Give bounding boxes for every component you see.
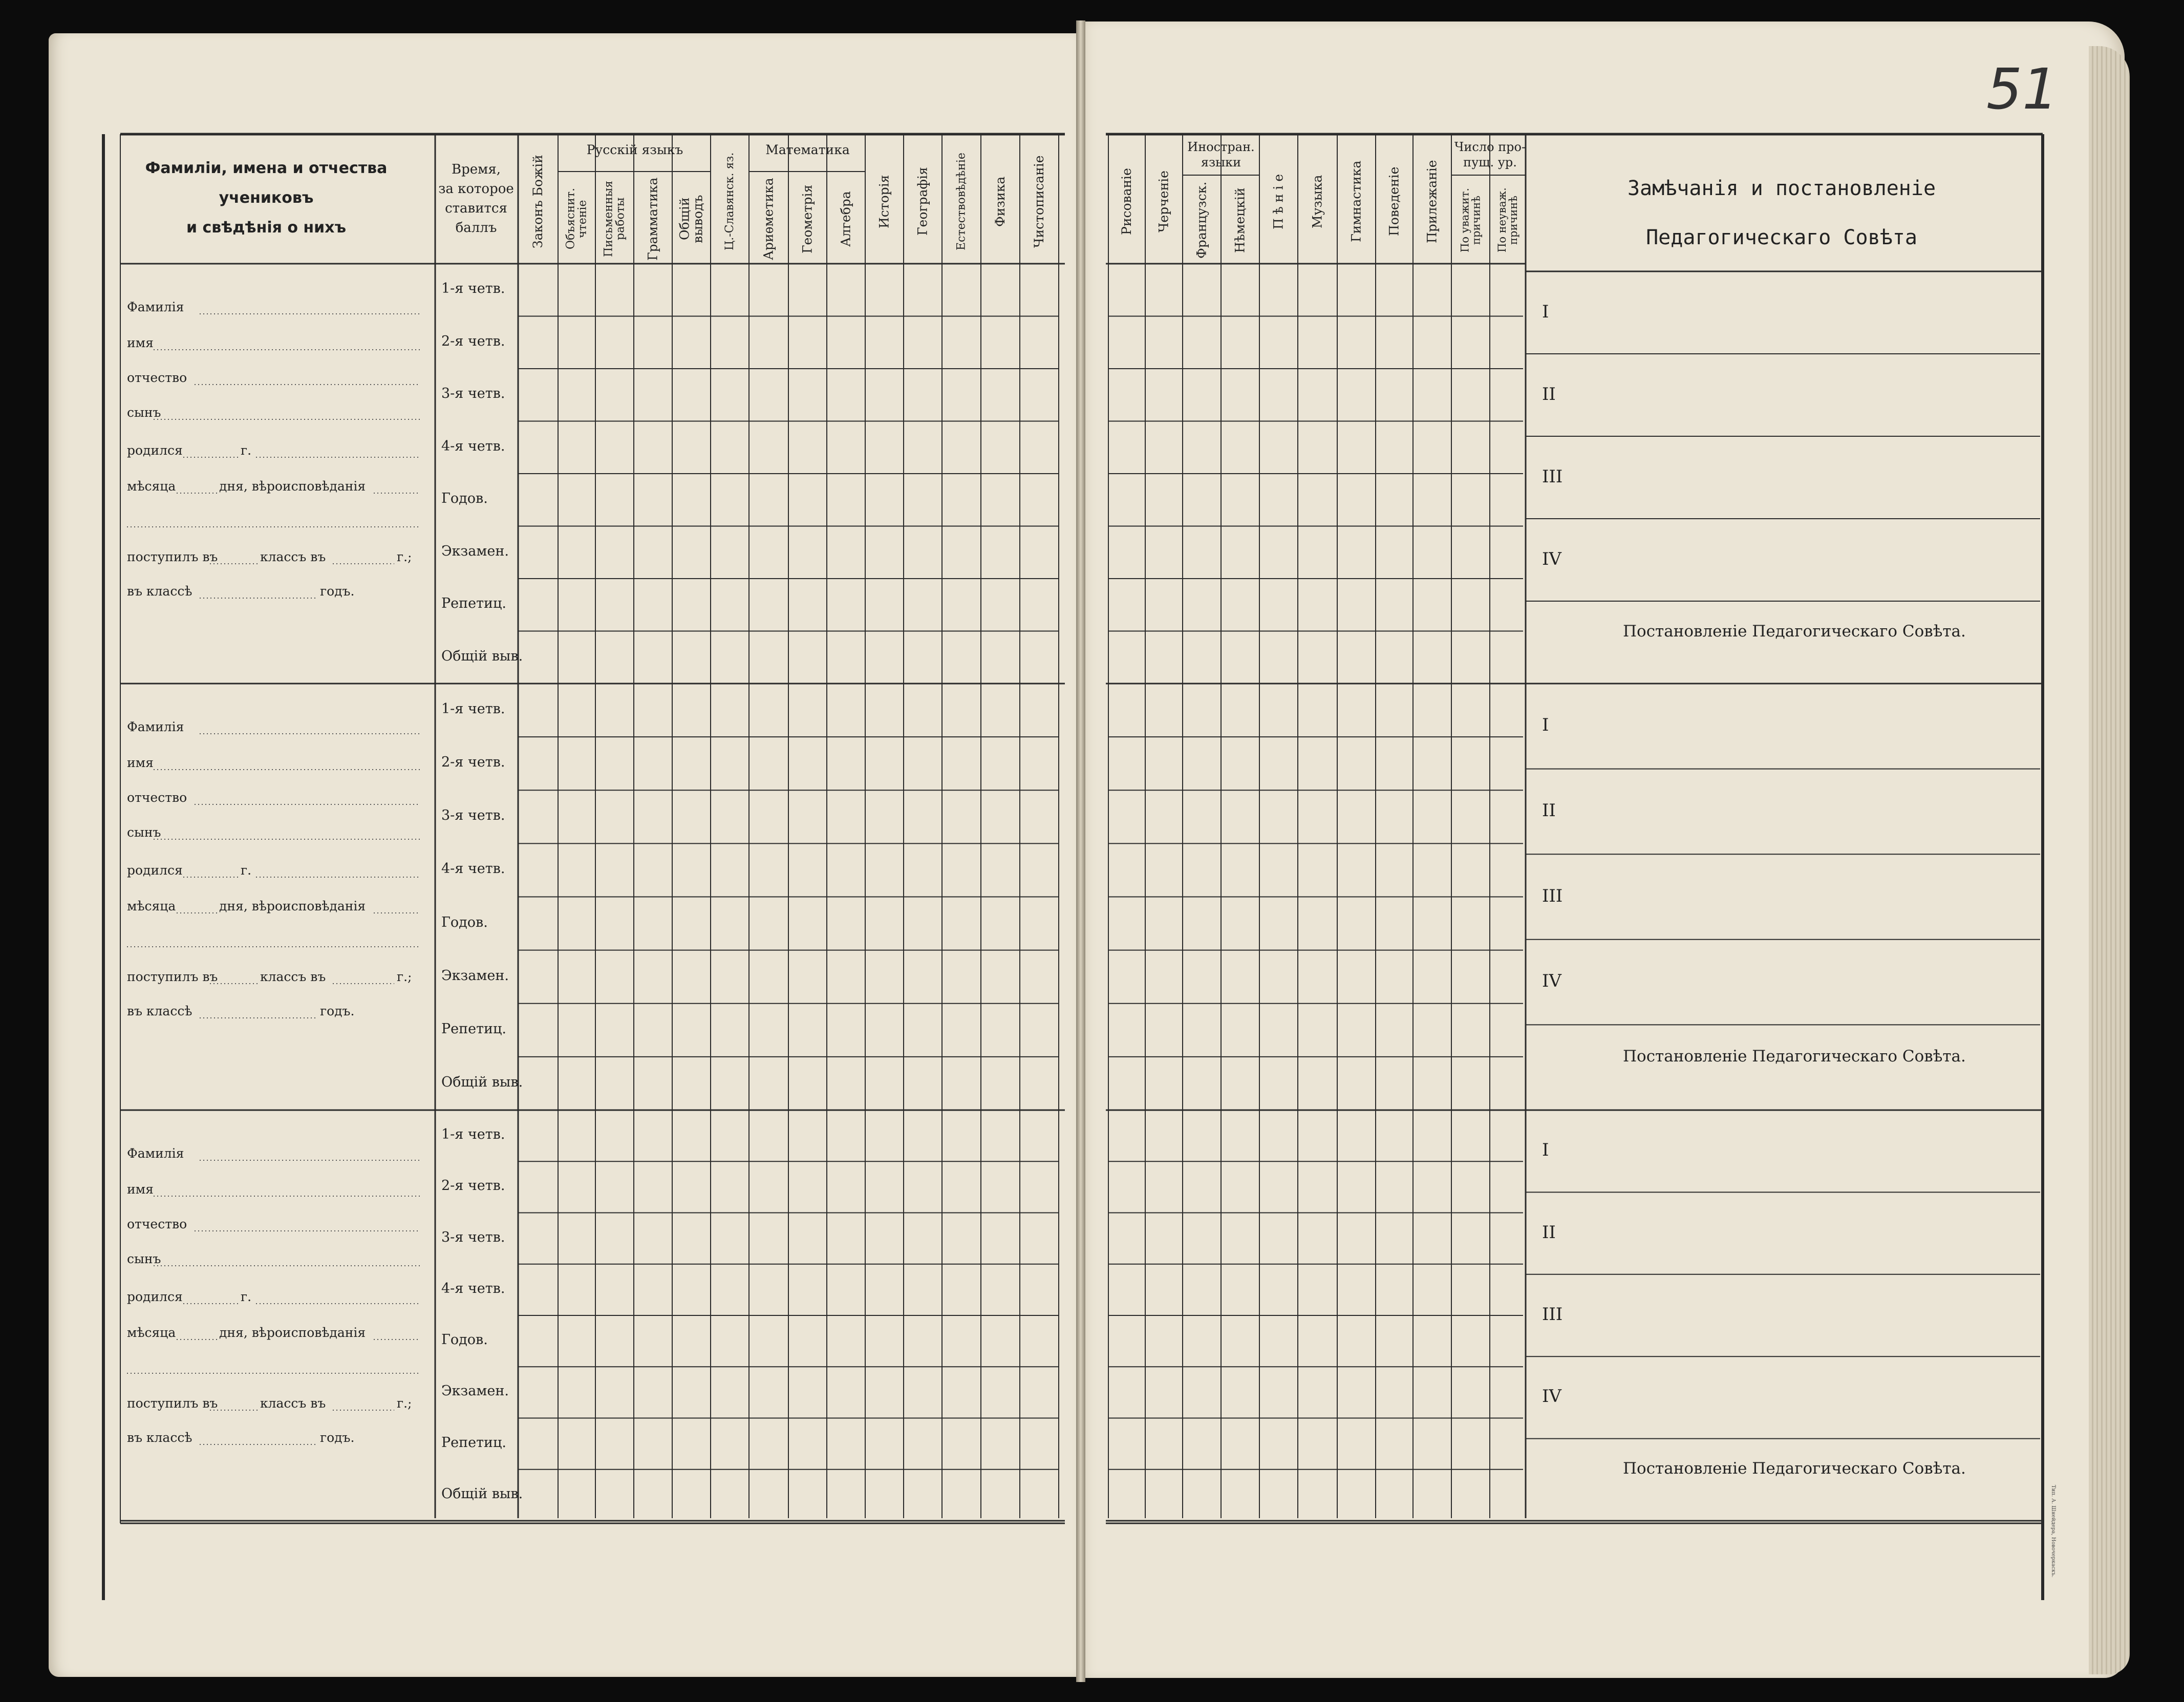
quarter-numeral: IV	[1542, 548, 1561, 569]
foreign-group-line-1: Иностран.	[1187, 140, 1255, 154]
quarter-numeral: IV	[1542, 1386, 1561, 1407]
year-label: годъ.	[320, 1430, 355, 1445]
in-class-label: въ классѣ	[127, 1430, 192, 1445]
subject-label: Естествовѣдѣніе	[955, 153, 968, 250]
subject-label: Грамматика	[645, 177, 660, 261]
time-header-line-1: Время,	[451, 162, 501, 177]
entered-suffix: г.;	[397, 1396, 412, 1411]
time-header-line-4: баллъ	[455, 220, 497, 236]
absence-group-line-1: Число про-	[1454, 140, 1526, 154]
period-label: 3-я четв.	[441, 1229, 505, 1245]
subject-label: Алгебра	[838, 191, 853, 247]
students-header-line-2: учениковъ	[219, 189, 314, 207]
period-label: 2-я четв.	[441, 1178, 505, 1194]
day-religion-label: дня, вѣроисповѣданія	[219, 899, 366, 913]
subject-label: Физика	[992, 176, 1008, 227]
subject-label: Письменныя работы	[602, 181, 627, 257]
period-label: Репетиц.	[441, 595, 506, 612]
period-label: Общій выв.	[441, 1074, 523, 1090]
printer-note: Тип. А. Шнейдера, Новочеркаскъ.	[2050, 1485, 2056, 1578]
period-label: 3-я четв.	[441, 386, 505, 402]
period-label: 1-я четв.	[441, 701, 505, 717]
quarter-numeral: III	[1542, 1304, 1563, 1325]
period-label: 2-я четв.	[441, 333, 505, 349]
month-label: мѣсяца	[127, 1325, 176, 1340]
absence-group-header	[1450, 139, 1530, 170]
subject-label: Географія	[915, 167, 930, 236]
subject-label: Ариѳметика	[761, 178, 776, 260]
son-label: сынъ	[127, 1251, 161, 1266]
subject-label: Прилежаніе	[1424, 160, 1440, 243]
son-label: сынъ	[127, 405, 161, 420]
resolution-label: Постановленіе Педагогическаго Совѣта.	[1623, 1459, 1966, 1478]
subject-label: Нѣмецкій	[1232, 187, 1248, 253]
quarter-numeral: III	[1542, 885, 1563, 906]
patronymic-label: отчество	[127, 1217, 187, 1231]
subject-label: Исторія	[876, 175, 892, 228]
period-label: Экзамен.	[441, 967, 509, 984]
subject-label: Общій выводъ	[677, 195, 705, 243]
page-number: 51	[1986, 56, 2058, 122]
entered-label: поступилъ въ	[127, 969, 218, 984]
russian-group-header: Русскій языкъ	[586, 142, 683, 157]
quarter-numeral: II	[1542, 1222, 1556, 1243]
period-label: 3-я четв.	[441, 807, 505, 824]
quarter-numeral: II	[1542, 800, 1556, 821]
subject-label: Законъ Божій	[530, 155, 545, 248]
period-label: Репетиц.	[441, 1020, 506, 1037]
quarter-numeral: I	[1542, 1140, 1549, 1161]
period-label: Годов.	[441, 1332, 488, 1348]
subject-label: Музыка	[1310, 175, 1325, 228]
subject-label: Гимнастика	[1348, 160, 1364, 243]
math-group-header: Математика	[765, 142, 850, 157]
period-label: Экзамен.	[441, 1383, 509, 1399]
subject-label: По уважит. причинѣ	[1459, 188, 1483, 252]
born-suffix: г.	[241, 443, 252, 458]
patronymic-label: отчество	[127, 790, 187, 805]
born-label: родился	[127, 1289, 183, 1304]
foreign-group-line-2: языки	[1201, 155, 1241, 169]
entered-suffix: г.;	[397, 549, 412, 564]
month-label: мѣсяца	[127, 899, 176, 913]
subject-label: Ц.-Славянск. яз.	[723, 152, 736, 251]
class-word-label: классъ въ	[260, 969, 326, 984]
resolution-label: Постановленіе Педагогическаго Совѣта.	[1623, 1047, 1966, 1066]
period-label: 1-я четв.	[441, 281, 505, 297]
period-label: Репетиц.	[441, 1434, 506, 1451]
name-label: имя	[127, 755, 154, 770]
period-label: Общій выв.	[441, 648, 523, 664]
subject-label: Объяснит. чтеніе	[564, 188, 589, 250]
entered-label: поступилъ въ	[127, 1396, 218, 1411]
name-label: имя	[127, 1182, 154, 1197]
period-label: Годов.	[441, 491, 488, 507]
subject-label: П ѣ н і е	[1271, 174, 1286, 229]
surname-label: Фамилія	[127, 300, 184, 314]
absence-group-line-2: пущ. ур.	[1463, 155, 1517, 169]
quarter-numeral: I	[1542, 715, 1549, 736]
students-header-line-1: Фамиліи, имена и отчества	[145, 159, 388, 177]
name-label: имя	[127, 335, 154, 350]
year-label: годъ.	[320, 1004, 355, 1018]
time-header-line-3: ставится	[445, 201, 507, 216]
remarks-header-line-1: Замѣчанія и постановленіе	[1627, 177, 1936, 200]
entered-label: поступилъ въ	[127, 549, 218, 564]
born-label: родился	[127, 863, 183, 878]
quarter-numeral: IV	[1542, 971, 1561, 992]
students-header	[123, 154, 410, 243]
in-class-label: въ классѣ	[127, 584, 192, 599]
son-label: сынъ	[127, 825, 161, 840]
class-word-label: классъ въ	[260, 549, 326, 564]
patronymic-label: отчество	[127, 370, 187, 385]
quarter-numeral: II	[1542, 384, 1556, 405]
period-label: 4-я четв.	[441, 438, 505, 454]
year-label: годъ.	[320, 584, 355, 599]
subject-label: Рисованіе	[1119, 168, 1134, 235]
period-label: 1-я четв.	[441, 1126, 505, 1143]
in-class-label: въ классѣ	[127, 1004, 192, 1018]
class-word-label: классъ въ	[260, 1396, 326, 1411]
remarks-header	[1531, 164, 2032, 262]
subject-label: По неуваж. причинѣ	[1495, 187, 1519, 253]
period-label: Общій выв.	[441, 1485, 523, 1502]
month-label: мѣсяца	[127, 479, 176, 494]
entered-suffix: г.;	[397, 969, 412, 984]
subject-label: Поведеніе	[1386, 166, 1402, 237]
surname-label: Фамилія	[127, 1146, 184, 1161]
students-header-line-3: и свѣдѣнія о нихъ	[186, 219, 347, 237]
subject-label: Геометрія	[800, 184, 815, 253]
foreign-group-header	[1183, 139, 1259, 170]
day-religion-label: дня, вѣроисповѣданія	[219, 1325, 366, 1340]
resolution-label: Постановленіе Педагогическаго Совѣта.	[1623, 622, 1966, 641]
subject-label: Черченіе	[1156, 171, 1171, 232]
born-suffix: г.	[241, 863, 252, 878]
subject-label: Французск.	[1194, 181, 1209, 259]
time-header-line-2: за которое	[438, 181, 514, 197]
born-suffix: г.	[241, 1289, 252, 1304]
surname-label: Фамилія	[127, 719, 184, 734]
period-label: 2-я четв.	[441, 754, 505, 771]
time-header	[435, 160, 517, 238]
born-label: родился	[127, 443, 183, 458]
remarks-header-line-2: Педагогическаго Совѣта	[1646, 226, 1917, 249]
quarter-numeral: III	[1542, 466, 1563, 487]
period-label: Годов.	[441, 914, 488, 930]
period-label: Экзамен.	[441, 543, 509, 559]
subject-label: Чистописаніе	[1031, 155, 1046, 248]
period-label: 4-я четв.	[441, 861, 505, 877]
day-religion-label: дня, вѣроисповѣданія	[219, 479, 366, 494]
quarter-numeral: I	[1542, 301, 1549, 322]
period-label: 4-я четв.	[441, 1280, 505, 1296]
